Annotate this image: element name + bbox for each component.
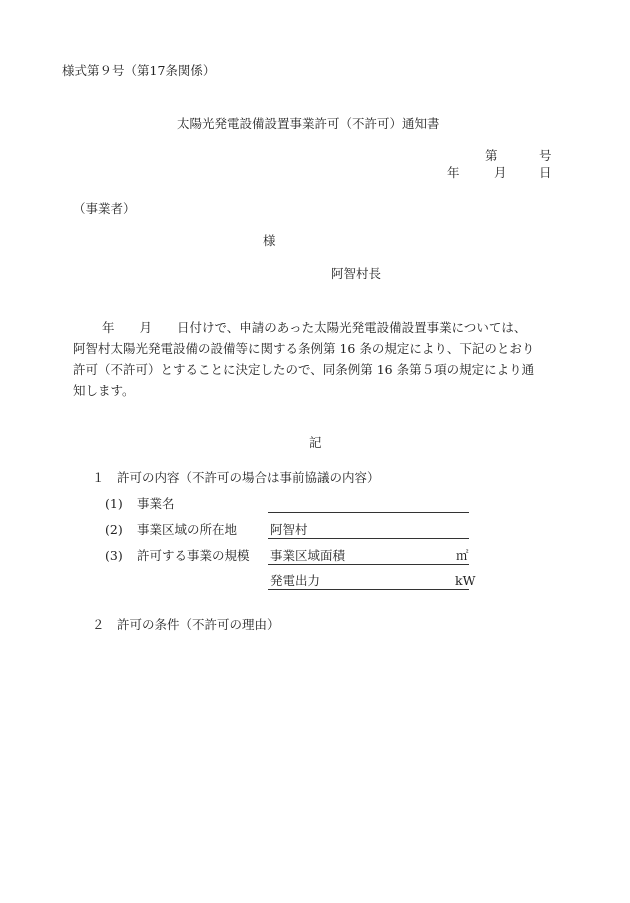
date-year: 年 xyxy=(447,165,460,180)
item3-sub2-label: 発電出力 xyxy=(270,573,321,588)
item3-sub2-unit: kW xyxy=(455,573,476,588)
form-number: 様式第９号（第17条関係） xyxy=(62,63,216,78)
body-line-2: 阿智村太陽光発電設備の設備等に関する条例第 16 条の規定により、下記のとおり xyxy=(73,341,535,356)
ki-heading: 記 xyxy=(309,435,322,450)
item2-label: 事業区域の所在地 xyxy=(137,522,238,537)
section2-number: ２ xyxy=(92,617,105,632)
sender-name: 阿智村長 xyxy=(331,266,382,281)
body-line-3: 許可（不許可）とすることに決定したので、同条例第 16 条第５項の規定により通 xyxy=(73,362,535,377)
item3-sub1-label: 事業区域面積 xyxy=(270,548,346,563)
item2-number: (2) xyxy=(105,522,123,537)
item1-label: 事業名 xyxy=(137,496,175,511)
item3-sub1-underline xyxy=(268,564,469,565)
section1-heading: 許可の内容（不許可の場合は事前協議の内容） xyxy=(117,470,380,485)
item2-value: 阿智村 xyxy=(270,522,308,537)
addressee-label: （事業者） xyxy=(73,201,136,216)
date-month: 月 xyxy=(494,165,507,180)
item1-number: (1) xyxy=(105,496,123,511)
item3-label: 許可する事業の規模 xyxy=(137,548,250,563)
doc-number-go: 号 xyxy=(539,148,552,163)
item3-sub1-unit: ㎡ xyxy=(456,548,469,563)
document-title: 太陽光発電設備設置事業許可（不許可）通知書 xyxy=(177,116,440,131)
body-line-4: 知します。 xyxy=(73,383,135,398)
item2-underline xyxy=(268,538,469,539)
body-line-1: 年 月 日付けで、申請のあった太陽光発電設備設置事業については、 xyxy=(102,320,527,335)
item3-sub2-underline xyxy=(268,589,469,590)
item3-number: (3) xyxy=(105,548,123,563)
addressee-honorific: 様 xyxy=(263,233,276,248)
section2-heading: 許可の条件（不許可の理由） xyxy=(117,617,280,632)
item1-underline xyxy=(268,512,469,513)
date-day: 日 xyxy=(539,165,552,180)
section1-number: １ xyxy=(92,470,105,485)
doc-number-dai: 第 xyxy=(485,148,498,163)
